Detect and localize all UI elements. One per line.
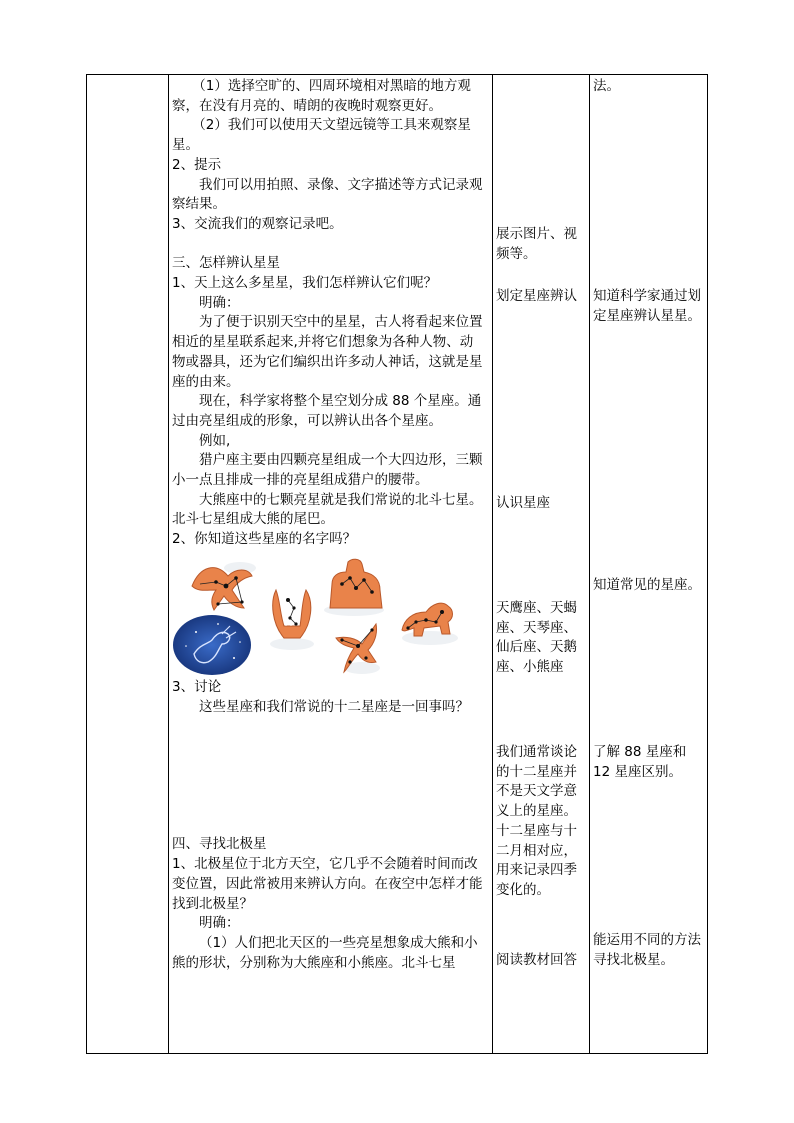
little-bear-constellation-image — [396, 594, 460, 646]
heading-tip: 2、提示 — [172, 156, 222, 173]
intent-cell: 知道科学家通过划定星座辨认星星。 — [593, 288, 701, 324]
intent-cell: 能运用不同的方法寻找北极星。 — [593, 932, 701, 968]
activity-cell: 展示图片、视频等。 — [496, 226, 577, 262]
cygnus-constellation-image — [332, 616, 390, 676]
content-column — [172, 77, 486, 973]
column-divider — [168, 75, 169, 1053]
cassiopeia-constellation-image — [320, 554, 390, 616]
answer-label: 明确： — [199, 294, 240, 311]
question: 1、北极星位于北方天空，它几乎不会随着时间而改变位置，因此常被用来辨认方向。在夜空中怎样才能找到北极星？ — [172, 856, 483, 912]
eagle-constellation-image — [186, 556, 258, 618]
lesson-table — [86, 74, 708, 1054]
paragraph: 大熊座中的七颗亮星就是我们常说的北斗七星。北斗七星组成大熊的尾巴。 — [172, 491, 483, 528]
activity-cell: 阅读教材回答 — [496, 952, 577, 968]
intent-cell: 了解 88 星座和 12 星座区别。 — [593, 744, 687, 780]
paragraph: 例如, — [199, 432, 231, 449]
intent-cell: 法。 — [593, 78, 620, 94]
question: 1、天上这么多星星，我们怎样辨认它们呢？ — [172, 275, 438, 292]
paragraph: 为了便于识别天空中的星星，古人将看起来位置相近的星星联系起来,并将它们想象为各种人物、动物或器具，还为它们编织出许多动人神话，这就是星座的由来。 — [172, 314, 483, 390]
intent-cell: 知道常见的星座。 — [593, 577, 701, 593]
paragraph: （2）我们可以使用天文望远镜等工具来观察星星。 — [172, 117, 471, 154]
activity-cell: 我们通常谈论的十二星座并不是天文学意义上的星座。十二星座与十二月相对应，用来记录四季变化的。 — [496, 744, 577, 898]
paragraph: （1）人们把北天区的一些亮星想象成大熊和小熊的形状，分别称为大熊座和小熊座。北斗七星 — [172, 934, 478, 971]
answer-label: 明确： — [199, 915, 240, 932]
column-divider — [589, 75, 590, 1053]
constellation-figures — [172, 554, 486, 678]
paragraph: 3、交流我们的观察记录吧。 — [172, 215, 343, 232]
paragraph: 这些星座和我们常说的十二星座是一回事吗？ — [199, 698, 469, 715]
paragraph: 我们可以用拍照、录像、文字描述等方式记录观察结果。 — [172, 176, 483, 213]
activity-cell: 划定星座辨认 — [496, 288, 577, 304]
paragraph: 现在，科学家将整个星空划分成 88 个星座。通过由亮星组成的形象，可以辨认出各个星座。 — [172, 393, 482, 429]
lyra-constellation-image — [264, 580, 318, 652]
activity-cell: 认识星座 — [496, 495, 550, 511]
column-divider — [492, 75, 493, 1053]
paragraph: 猎户座主要由四颗亮星组成一个大四边形，三颗小一点且排成一排的亮星组成猎户的腰带。 — [172, 452, 483, 489]
activity-cell: 天鹰座、天蝎座、天琴座、仙后座、天鹅座、小熊座 — [496, 600, 577, 676]
paragraph: （1）选择空旷的、四周环境相对黑暗的地方观察，在没有月亮的、晴朗的夜晚时观察更好。 — [172, 78, 471, 114]
question: 3、讨论 — [172, 678, 222, 695]
section-title: 三、怎样辨认星星 — [172, 255, 280, 272]
section-title: 四、寻找北极星 — [172, 836, 267, 853]
scorpio-constellation-image — [172, 614, 252, 676]
question: 2、你知道这些星座的名字吗？ — [172, 531, 357, 548]
